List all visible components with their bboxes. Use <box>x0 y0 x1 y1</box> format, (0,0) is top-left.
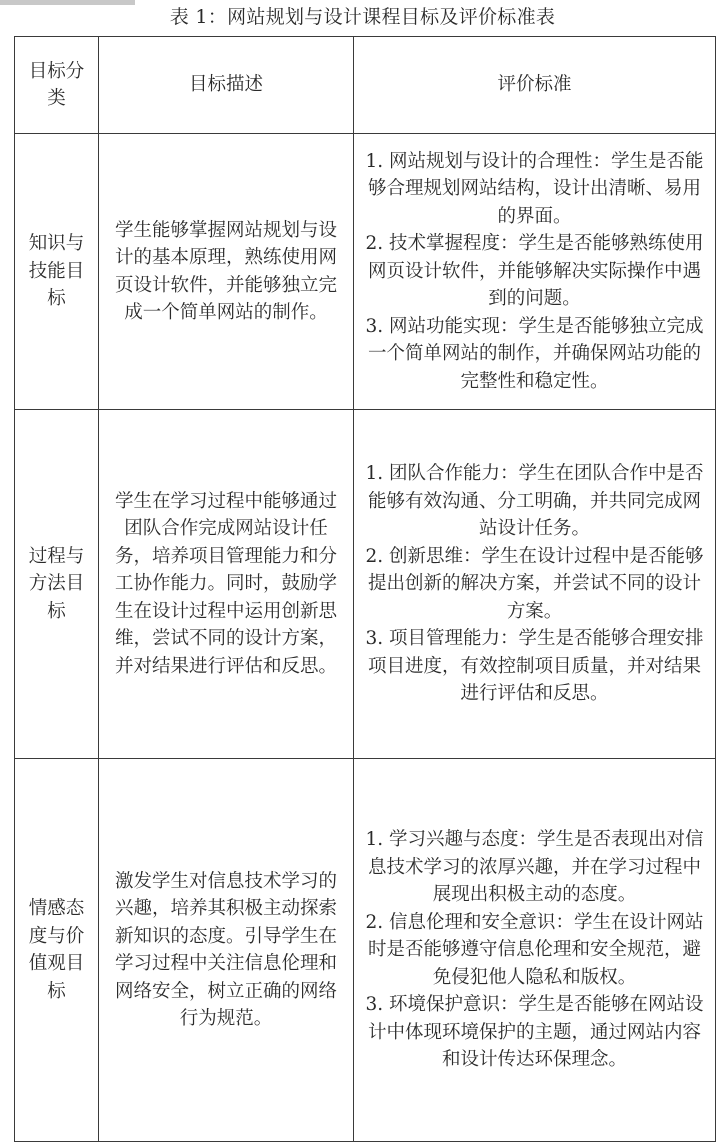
category-cell: 过程与方法目标 <box>15 410 99 759</box>
criteria-item: 1. 学习兴趣与态度：学生是否表现出对信息技术学习的浓厚兴趣，并在学习过程中展现出积极主动的态度。 <box>365 829 704 906</box>
header-description: 目标描述 <box>99 37 354 134</box>
criteria-cell <box>354 410 716 759</box>
criteria-item: 2. 技术掌握程度：学生是否能够熟练使用网页设计软件，并能够解决实际操作中遇到的问题。 <box>365 233 704 310</box>
table-row <box>15 759 716 1142</box>
table-row <box>15 410 716 759</box>
criteria-item: 3. 环境保护意识：学生是否能够在网站设计中体现环境保护的主题，通过网站内容和设计传达环保理念。 <box>365 994 704 1071</box>
criteria-cell <box>354 759 716 1142</box>
table-caption: 表 1：网站规划与设计课程目标及评价标准表 <box>169 6 556 28</box>
criteria-item: 3. 网站功能实现：学生是否能够独立完成一个简单网站的制作，并确保网站功能的完整性和稳定性。 <box>365 315 704 392</box>
description-cell: 学生能够掌握网站规划与设计的基本原理，熟练使用网页设计软件，并能够独立完成一个简单网站的制作。 <box>99 134 354 410</box>
category-cell: 知识与技能目标 <box>15 134 99 410</box>
table-row <box>15 134 716 410</box>
criteria-item: 2. 创新思维：学生在设计过程中是否能够提出创新的解决方案，并尝试不同的设计方案。 <box>365 545 704 622</box>
course-goals-table <box>14 36 716 1142</box>
table-header-row <box>15 37 716 134</box>
criteria-cell <box>354 134 716 410</box>
criteria-item: 2. 信息伦理和安全意识：学生在设计网站时是否能够遵守信息伦理和安全规范，避免侵犯他人隐私和版权。 <box>365 911 704 988</box>
criteria-item: 1. 团队合作能力：学生在团队合作中是否能够有效沟通、分工明确，并共同完成网站设计任务。 <box>365 463 704 540</box>
header-category: 目标分类 <box>15 37 99 134</box>
criteria-item: 3. 项目管理能力：学生是否能够合理安排项目进度，有效控制项目质量，并对结果进行评估和反思。 <box>365 628 704 705</box>
criteria-item: 1. 网站规划与设计的合理性：学生是否能够合理规划网站结构，设计出清晰、易用的界面。 <box>365 150 704 227</box>
description-cell: 学生在学习过程中能够通过团队合作完成网站设计任务，培养项目管理能力和分工协作能力。同时，鼓励学生在设计过程中运用创新思维，尝试不同的设计方案，并对结果进行评估和反思。 <box>99 410 354 759</box>
description-cell: 激发学生对信息技术学习的兴趣，培养其积极主动探索新知识的态度。引导学生在学习过程中关注信息伦理和网络安全，树立正确的网络行为规范。 <box>99 759 354 1142</box>
category-cell: 情感态度与价值观目标 <box>15 759 99 1142</box>
header-criteria: 评价标准 <box>354 37 716 134</box>
